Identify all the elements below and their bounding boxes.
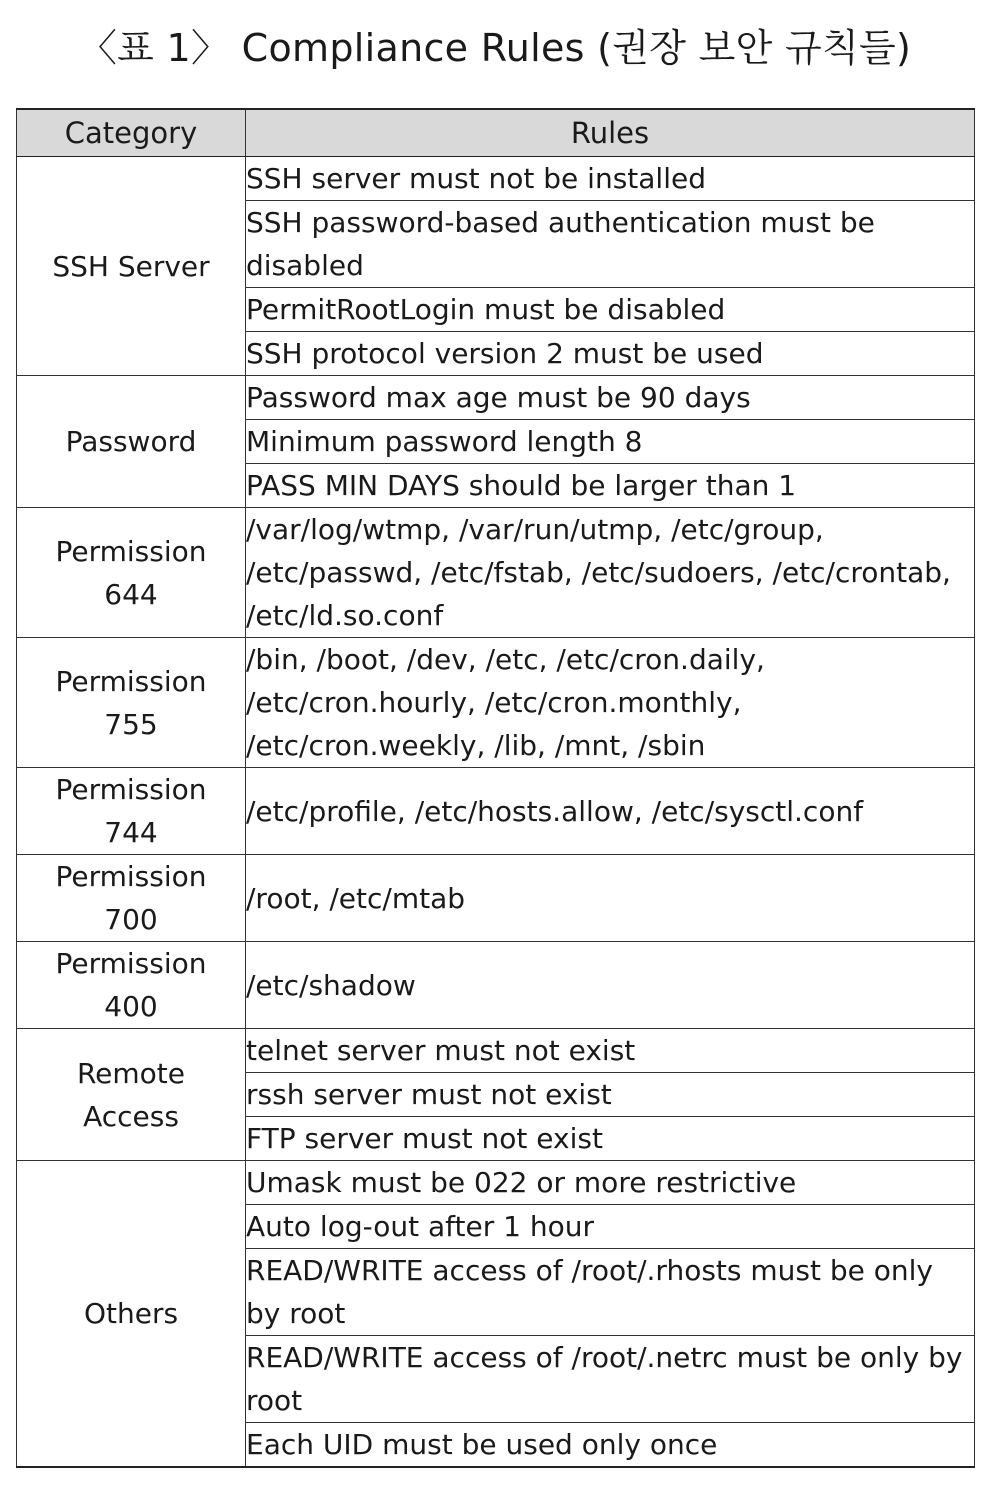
rule-cell: Umask must be 022 or more restrictive xyxy=(246,1161,975,1205)
category-cell-password xyxy=(17,376,246,508)
category-cell-permission-744 xyxy=(17,768,246,855)
rule-cell: rssh server must not exist xyxy=(246,1073,975,1117)
rule-cell: Password max age must be 90 days xyxy=(246,376,975,420)
category-label: Others xyxy=(83,1297,179,1330)
rule-cell: telnet server must not exist xyxy=(246,1029,975,1073)
rule-cell: Auto log-out after 1 hour xyxy=(246,1205,975,1249)
category-label: Permission 744 xyxy=(55,773,207,849)
category-column-header: Category xyxy=(17,109,246,157)
rule-cell: PASS MIN DAYS should be larger than 1 xyxy=(246,464,975,508)
rule-cell: PermitRootLogin must be disabled xyxy=(246,288,975,332)
table-row xyxy=(17,768,975,855)
rule-cell: /var/log/wtmp, /var/run/utmp, /etc/group, /etc/passwd, /etc/fstab, /etc/sudoers, /etc/crontab, /etc/ld.so.conf xyxy=(246,508,975,638)
rule-cell: FTP server must not exist xyxy=(246,1117,975,1161)
table-row xyxy=(17,638,975,768)
table-row xyxy=(17,855,975,942)
rule-cell: READ/WRITE access of /root/.netrc must be only by root xyxy=(246,1336,975,1423)
category-cell-permission-644 xyxy=(17,508,246,638)
rule-cell: Each UID must be used only once xyxy=(246,1423,975,1468)
compliance-rules-table xyxy=(16,108,975,1468)
category-cell-ssh-server xyxy=(17,157,246,376)
rule-cell: /etc/shadow xyxy=(246,942,975,1029)
category-cell-permission-700 xyxy=(17,855,246,942)
category-label: Password xyxy=(65,425,197,458)
rule-cell: SSH protocol version 2 must be used xyxy=(246,332,975,376)
table-row xyxy=(17,157,975,201)
table-row xyxy=(17,942,975,1029)
category-label: Permission 400 xyxy=(55,947,207,1023)
category-cell-permission-755 xyxy=(17,638,246,768)
category-cell-permission-400 xyxy=(17,942,246,1029)
category-label: Remote Access xyxy=(76,1056,186,1133)
table-row xyxy=(17,508,975,638)
rule-cell: Minimum password length 8 xyxy=(246,420,975,464)
rule-cell: READ/WRITE access of /root/.rhosts must be only by root xyxy=(246,1249,975,1336)
table-row xyxy=(17,1161,975,1205)
category-cell-others xyxy=(17,1161,246,1468)
category-cell-remote-access xyxy=(17,1029,246,1161)
rule-cell: /root, /etc/mtab xyxy=(246,855,975,942)
document-title: 〈표 1〉 Compliance Rules (권장 보안 규칙들) xyxy=(78,26,912,70)
category-label: Permission 700 xyxy=(55,860,207,936)
rules-column-header: Rules xyxy=(246,109,975,157)
rule-cell: SSH password-based authentication must be disabled xyxy=(246,201,975,288)
category-label: Permission 644 xyxy=(55,534,207,611)
category-label: SSH Server xyxy=(52,249,210,283)
rule-cell: SSH server must not be installed xyxy=(246,157,975,201)
category-label: Permission 755 xyxy=(55,664,207,741)
rule-cell: /bin, /boot, /dev, /etc, /etc/cron.daily, /etc/cron.hourly, /etc/cron.monthly, /etc/cron.weekly, /lib, /mnt, /sbin xyxy=(246,638,975,768)
table-row xyxy=(17,1029,975,1073)
rule-cell: /etc/profile, /etc/hosts.allow, /etc/sysctl.conf xyxy=(246,768,975,855)
table-header-row xyxy=(17,109,975,157)
table-row xyxy=(17,376,975,420)
